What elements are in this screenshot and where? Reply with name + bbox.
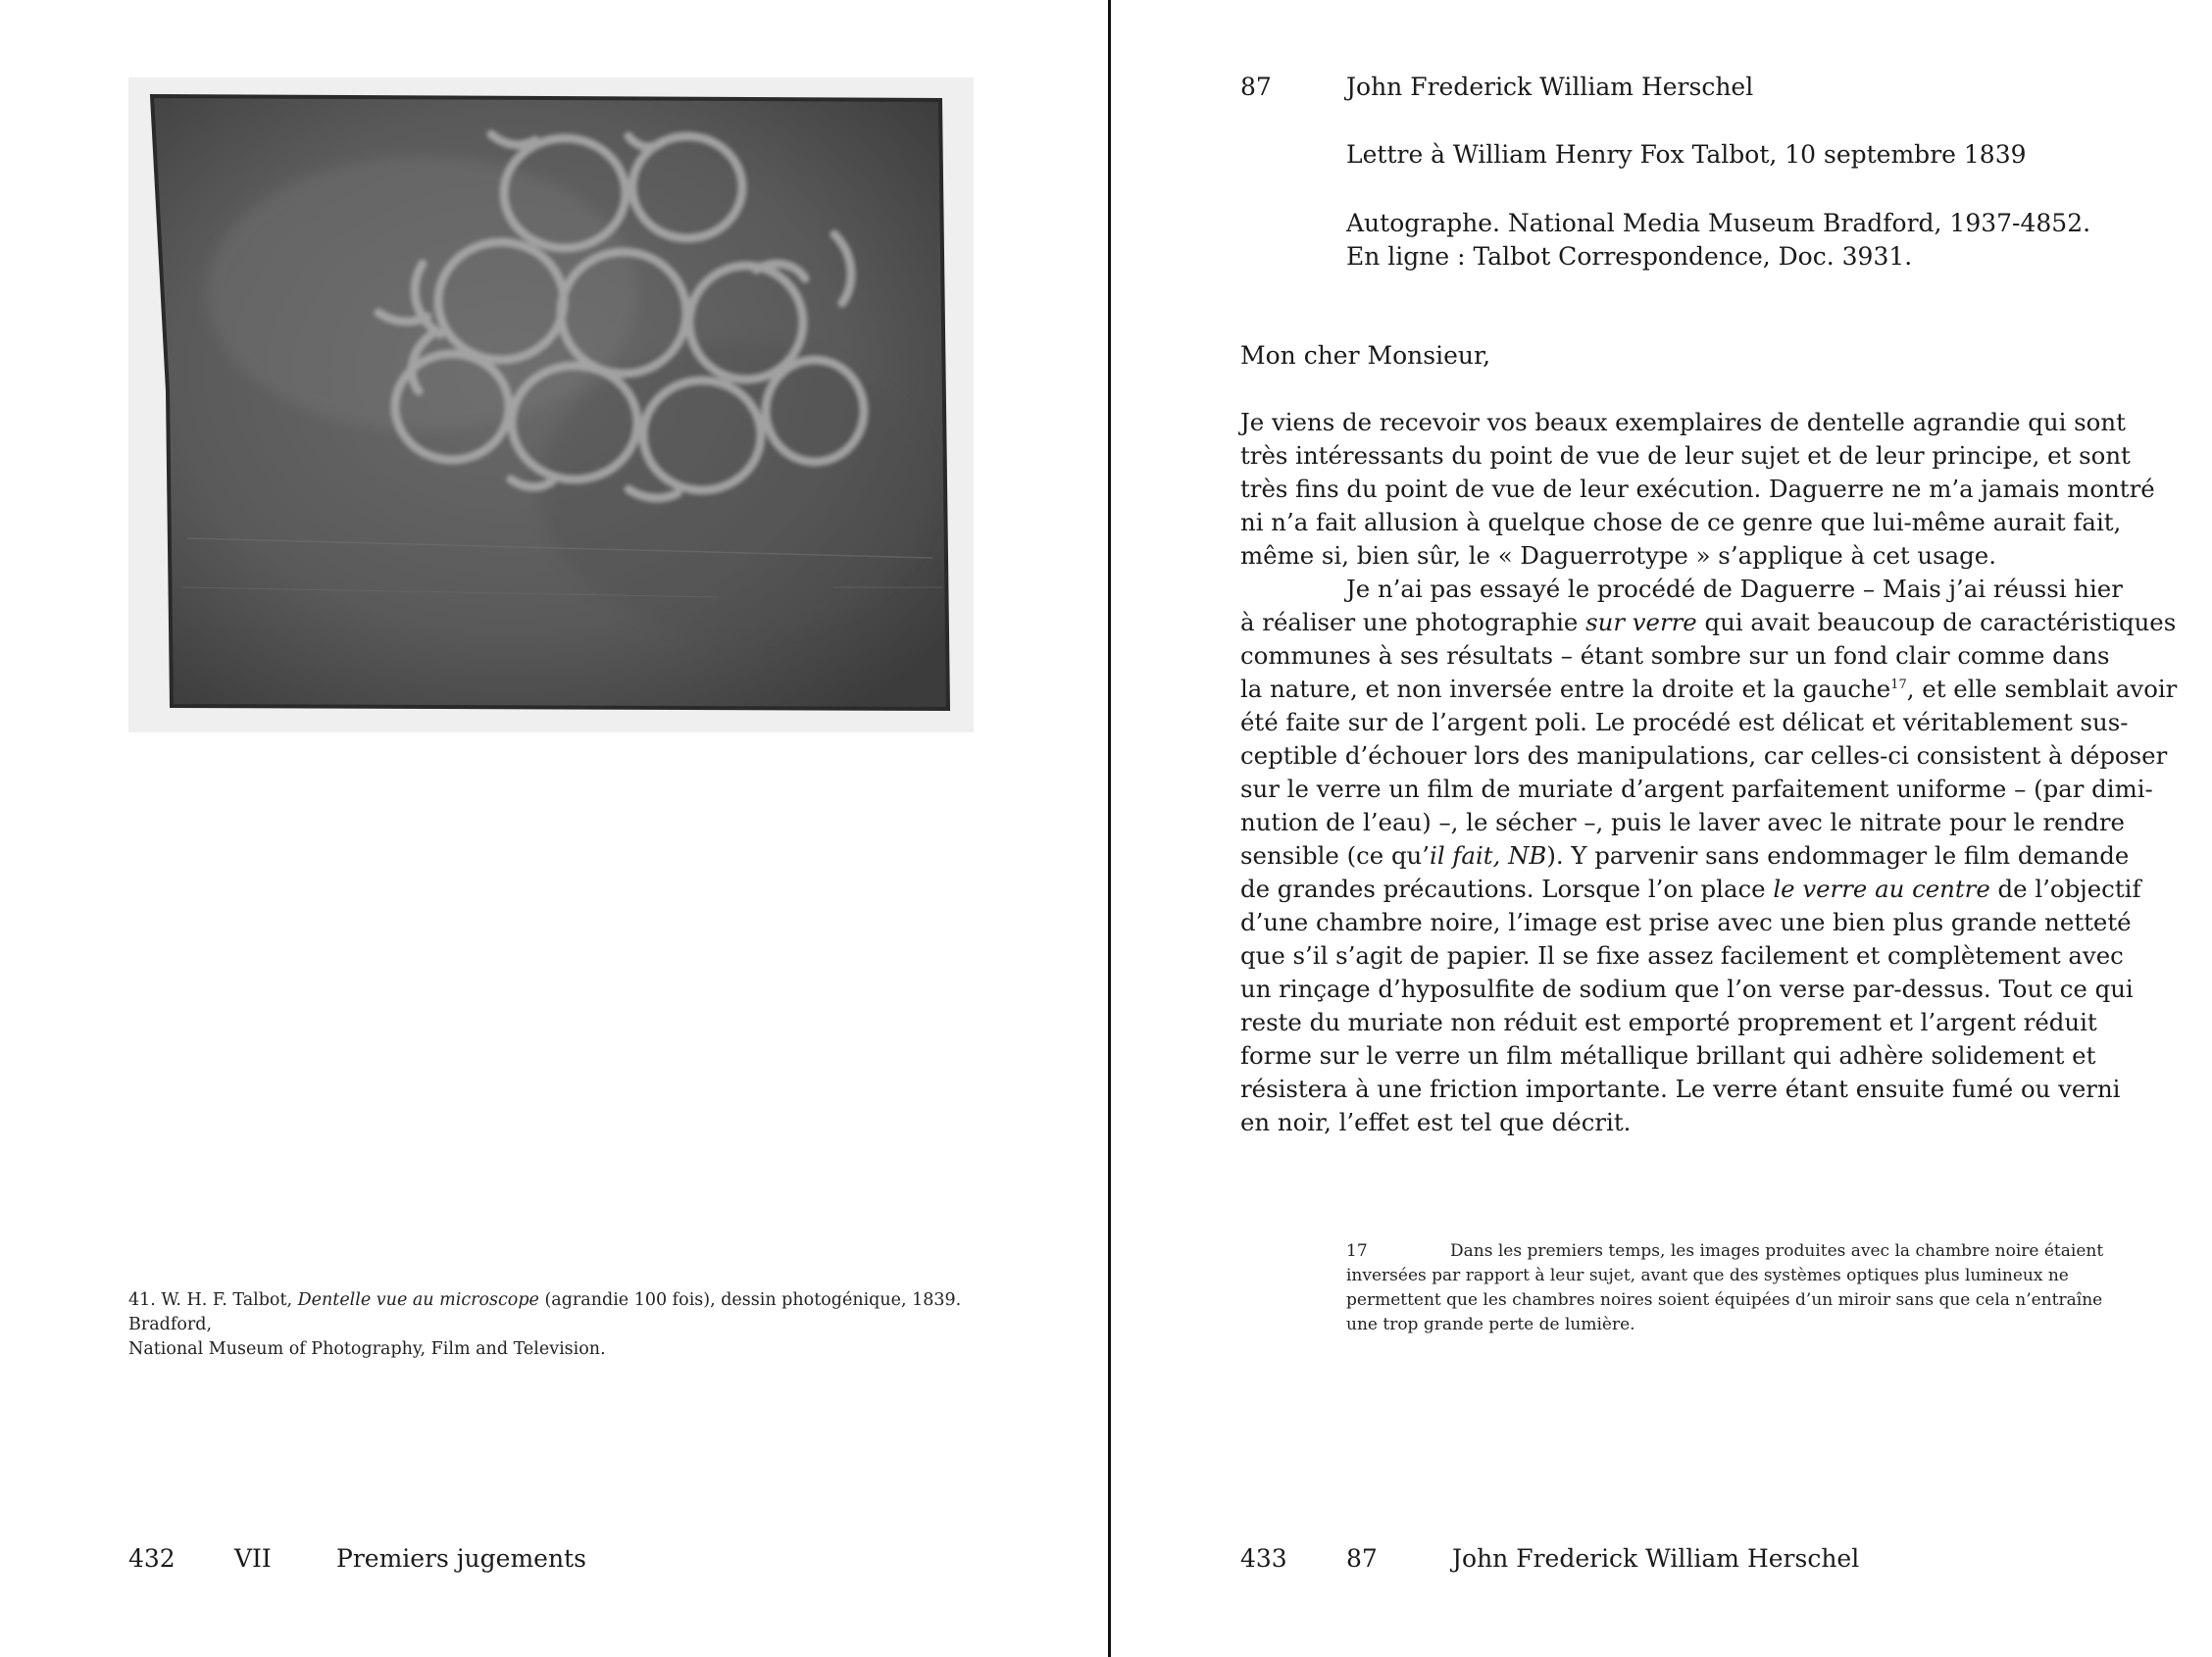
body-italic-run: le verre au centre: [1773, 875, 1990, 903]
body-line: ceptible d’échouer lors des manipulations, car celles-ci consistent à déposer: [1240, 741, 2168, 770]
body-line: Je n’ai pas essayé le procédé de Daguerre – Mais j’ai réussi hier: [1346, 575, 2123, 603]
body-text-run: ). Y parvenir sans endommager le film demande: [1546, 841, 2130, 870]
left-page-number: 432: [128, 1544, 176, 1573]
left-chapter-title: Premiers jugements: [336, 1544, 586, 1573]
footnote-line: inversées par rapport à leur sujet, avant que des systèmes optiques plus lumineux ne: [1346, 1266, 2069, 1285]
body-line: [1240, 873, 2141, 906]
body-italic-run: il fait, NB: [1430, 841, 1547, 870]
body-line: [1240, 839, 2130, 873]
salutation: Mon cher Monsieur,: [1240, 341, 1491, 370]
right-page: [1111, 0, 2212, 1657]
body-line: forme sur le verre un film métallique brillant qui adhère solidement et: [1240, 1041, 2096, 1070]
document-source: [1346, 207, 2090, 274]
body-line: ni n’a fait allusion à quelque chose de ce genre que lui-même aurait fait,: [1240, 508, 2122, 536]
figure-caption: [128, 1288, 981, 1362]
right-doc-number: 87: [1346, 1544, 1378, 1573]
body-text-run: de l’objectif: [1989, 875, 2141, 903]
body-text-run: sensible (ce qu’: [1240, 841, 1431, 870]
body-line: Je viens de recevoir vos beaux exemplaires de dentelle agrandie qui sont: [1240, 408, 2126, 436]
body-line: été faite sur de l’argent poli. Le procédé est délicat et véritablement sus-: [1240, 708, 2129, 736]
body-line: communes à ses résultats – étant sombre sur un fond clair comme dans: [1240, 641, 2110, 670]
body-line: très fins du point de vue de leur exécution. Daguerre ne m’a jamais montré: [1240, 475, 2155, 503]
footnote: [1346, 1239, 2111, 1337]
document-number: 87: [1240, 73, 1272, 101]
body-italic-run: sur verre: [1585, 608, 1697, 636]
source-line-2: En ligne : Talbot Correspondence, Doc. 3931.: [1346, 242, 1913, 271]
body-line: très intéressants du point de vue de leur sujet et de leur principe, et sont: [1240, 441, 2131, 470]
footnote-number: 17: [1346, 1241, 1368, 1261]
body-line: que s’il s’agit de papier. Il se fixe assez facilement et complètement avec: [1240, 941, 2124, 970]
right-running-author: John Frederick William Herschel: [1452, 1544, 1860, 1573]
left-chapter-number: VII: [234, 1544, 272, 1573]
body-line: sur le verre un film de muriate d’argent parfaitement uniforme – (par dimi-: [1240, 775, 2153, 803]
caption-title: Dentelle vue au microscope: [297, 1290, 539, 1310]
document-author: John Frederick William Herschel: [1346, 73, 1754, 101]
body-text-run: la nature, et non inversée entre la droite et la gauche: [1240, 675, 1891, 703]
letter-body: [1240, 406, 2178, 1139]
footnote-line: [1346, 1239, 2111, 1264]
body-text-run: de grandes précautions. Lorsque l’on place: [1240, 875, 1774, 903]
body-text-run: à réaliser une photographie: [1240, 608, 1586, 636]
figure-plate: [128, 77, 974, 732]
source-line-1: Autographe. National Media Museum Bradford, 1937-4852.: [1346, 209, 2091, 237]
footnote-text: Dans les premiers temps, les images produites avec la chambre noire étaient: [1450, 1241, 2104, 1261]
body-line: en noir, l’effet est tel que décrit.: [1240, 1108, 1632, 1136]
body-line: résistera à une friction importante. Le verre étant ensuite fumé ou verni: [1240, 1075, 2121, 1103]
lace-photogenic-drawing: [128, 77, 974, 732]
right-page-number: 433: [1240, 1544, 1287, 1573]
caption-rest: (agrandie 100 fois), dessin photogénique, 1839. Bradford,: [128, 1290, 962, 1334]
body-line: d’une chambre noire, l’image est prise avec une bien plus grande netteté: [1240, 908, 2132, 936]
body-text-run: qui avait beaucoup de caractéristiques: [1696, 608, 2177, 636]
body-line: reste du muriate non réduit est emporté proprement et l’argent réduit: [1240, 1008, 2097, 1036]
caption-line-2: National Museum of Photography, Film and Television.: [128, 1339, 606, 1359]
body-text-run: , et elle semblait avoir: [1906, 675, 2178, 703]
body-line: même si, bien sûr, le « Daguerrotype » s’applique à cet usage.: [1240, 541, 1996, 570]
footnote-line: une trop grande perte de lumière.: [1346, 1315, 1635, 1334]
body-line: [1240, 606, 2177, 639]
footnote-reference[interactable]: 17: [1890, 677, 1907, 692]
footnote-line: permettent que les chambres noires soient équipées d’un miroir sans que cela n’entraîne: [1346, 1290, 2103, 1310]
body-line: nution de l’eau) –, le sécher –, puis le laver avec le nitrate pour le rendre: [1240, 808, 2125, 836]
caption-prefix: 41. W. H. F. Talbot,: [128, 1290, 298, 1310]
letter-title: Lettre à William Henry Fox Talbot, 10 septembre 1839: [1346, 140, 2027, 169]
body-line: un rinçage d’hyposulfite de sodium que l’on verse par-dessus. Tout ce qui: [1240, 975, 2134, 1003]
body-line: [1240, 673, 2178, 706]
